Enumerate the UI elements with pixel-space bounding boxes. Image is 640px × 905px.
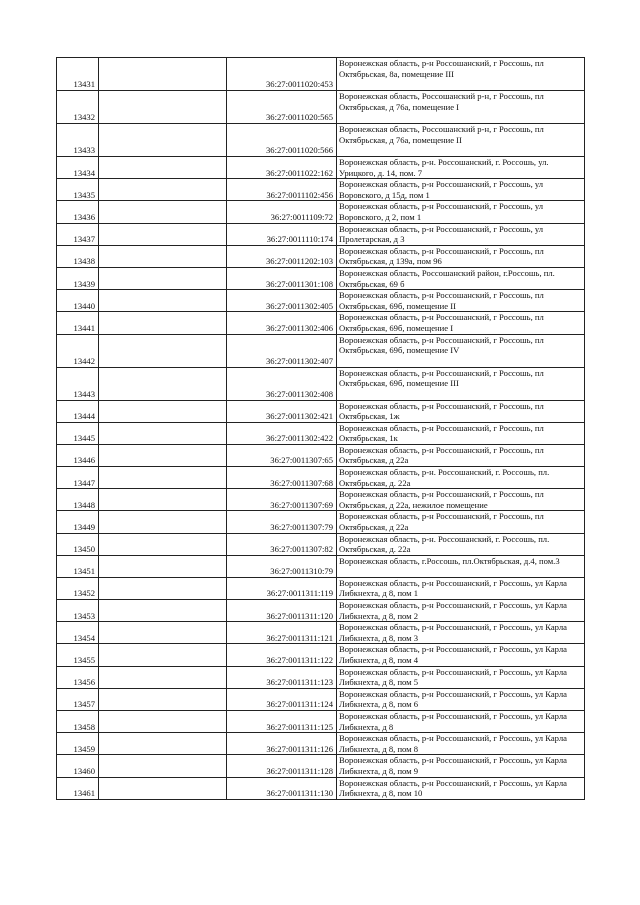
row-number-cell: 13443 <box>57 367 99 400</box>
empty-cell <box>99 511 227 533</box>
cadastral-number-cell: 36:27:0011307:68 <box>227 467 337 489</box>
address-cell: Воронежская область, р-н Россошанский, г Россошь, ул Карла Либкнехта, д 8, пом 5 <box>337 666 585 688</box>
address-cell: Воронежская область, р-н. Россошанский, г. Россошь, пл. Октябрьская, д. 22а <box>337 533 585 555</box>
address-cell: Воронежская область, р-н Россошанский, г Россошь, пл Октябрьская, 69б, помещение I <box>337 312 585 334</box>
row-number-cell: 13441 <box>57 312 99 334</box>
empty-cell <box>99 710 227 732</box>
address-cell: Воронежская область, р-н. Россошанский, г. Россошь, ул. Урицкого, д. 14, пом. 7 <box>337 157 585 179</box>
cadastral-number-cell: 36:27:0011307:65 <box>227 444 337 466</box>
row-number-cell: 13455 <box>57 644 99 666</box>
cadastral-number-cell: 36:27:0011307:69 <box>227 489 337 511</box>
address-cell: Воронежская область, р-н Россошанский, г Россошь, ул Карла Либкнехта, д 8, пом 4 <box>337 644 585 666</box>
row-number-cell: 13434 <box>57 157 99 179</box>
address-cell: Воронежская область, р-н Россошанский, г Россошь, ул Карла Либкнехта, д 8, пом 6 <box>337 688 585 710</box>
cadastral-number-cell: 36:27:0011311:128 <box>227 755 337 777</box>
row-number-cell: 13447 <box>57 467 99 489</box>
address-cell: Воронежская область, Россошанский р-н, г Россошь, пл Октябрьская, д 76а, помещение I <box>337 91 585 124</box>
table-row <box>57 124 585 157</box>
row-number-cell: 13438 <box>57 245 99 267</box>
table-row <box>57 622 585 644</box>
empty-cell <box>99 600 227 622</box>
empty-cell <box>99 201 227 223</box>
cadastral-number-cell: 36:27:0011302:405 <box>227 290 337 312</box>
empty-cell <box>99 666 227 688</box>
address-cell: Воронежская область, р-н Россошанский, г Россошь, ул Воровского, д 15д, пом 1 <box>337 179 585 201</box>
cadastral-number-cell: 36:27:0011301:108 <box>227 267 337 289</box>
table-row <box>57 91 585 124</box>
registry-table <box>56 57 585 800</box>
row-number-cell: 13460 <box>57 755 99 777</box>
address-cell: Воронежская область, р-н Россошанский, г Россошь, ул Карла Либкнехта, д 8 <box>337 710 585 732</box>
row-number-cell: 13435 <box>57 179 99 201</box>
empty-cell <box>99 422 227 444</box>
table-row <box>57 58 585 91</box>
table-row <box>57 666 585 688</box>
empty-cell <box>99 157 227 179</box>
table-row <box>57 533 585 555</box>
address-cell: Воронежская область, Россошанский район, г.Россошь, пл. Октябрьская, 69 б <box>337 267 585 289</box>
empty-cell <box>99 179 227 201</box>
cadastral-number-cell: 36:27:0011020:453 <box>227 58 337 91</box>
table-row <box>57 400 585 422</box>
table-row <box>57 367 585 400</box>
address-cell: Воронежская область, р-н Россошанский, г Россошь, пл Октябрьская, 1ж <box>337 400 585 422</box>
address-cell: Воронежская область, р-н Россошанский, г Россошь, пл Октябрьская, 69б, помещение III <box>337 367 585 400</box>
table-row <box>57 201 585 223</box>
empty-cell <box>99 533 227 555</box>
cadastral-number-cell: 36:27:0011302:406 <box>227 312 337 334</box>
row-number-cell: 13459 <box>57 733 99 755</box>
empty-cell <box>99 400 227 422</box>
table-row <box>57 290 585 312</box>
row-number-cell: 13457 <box>57 688 99 710</box>
cadastral-number-cell: 36:27:0011307:79 <box>227 511 337 533</box>
table-row <box>57 511 585 533</box>
address-cell: Воронежская область, р-н. Россошанский, г. Россошь, пл. Октябрьская, д. 22а <box>337 467 585 489</box>
table-row <box>57 245 585 267</box>
table-row <box>57 223 585 245</box>
cadastral-number-cell: 36:27:0011302:407 <box>227 334 337 367</box>
row-number-cell: 13444 <box>57 400 99 422</box>
row-number-cell: 13456 <box>57 666 99 688</box>
row-number-cell: 13451 <box>57 555 99 577</box>
table-row <box>57 755 585 777</box>
address-cell: Воронежская область, р-н Россошанский, г Россошь, пл Октябрьская, 69б, помещение II <box>337 290 585 312</box>
cadastral-number-cell: 36:27:0011310:79 <box>227 555 337 577</box>
empty-cell <box>99 622 227 644</box>
empty-cell <box>99 777 227 799</box>
table-row <box>57 334 585 367</box>
row-number-cell: 13432 <box>57 91 99 124</box>
address-cell: Воронежская область, г.Россошь, пл.Октябрьская, д.4, пом.3 <box>337 555 585 577</box>
cadastral-number-cell: 36:27:0011020:565 <box>227 91 337 124</box>
address-cell: Воронежская область, р-н Россошанский, г Россошь, ул Пролетарская, д 3 <box>337 223 585 245</box>
cadastral-number-cell: 36:27:0011302:421 <box>227 400 337 422</box>
cadastral-number-cell: 36:27:0011311:122 <box>227 644 337 666</box>
address-cell: Воронежская область, р-н Россошанский, г Россошь, ул Карла Либкнехта, д 8, пом 1 <box>337 577 585 599</box>
empty-cell <box>99 688 227 710</box>
row-number-cell: 13442 <box>57 334 99 367</box>
empty-cell <box>99 58 227 91</box>
empty-cell <box>99 577 227 599</box>
empty-cell <box>99 312 227 334</box>
row-number-cell: 13449 <box>57 511 99 533</box>
empty-cell <box>99 267 227 289</box>
empty-cell <box>99 91 227 124</box>
row-number-cell: 13437 <box>57 223 99 245</box>
row-number-cell: 13433 <box>57 124 99 157</box>
address-cell: Воронежская область, р-н Россошанский, г Россошь, ул Карла Либкнехта, д 8, пом 3 <box>337 622 585 644</box>
table-row <box>57 467 585 489</box>
cadastral-number-cell: 36:27:0011302:408 <box>227 367 337 400</box>
empty-cell <box>99 245 227 267</box>
empty-cell <box>99 124 227 157</box>
address-cell: Воронежская область, р-н Россошанский, г Россошь, ул Карла Либкнехта, д 8, пом 10 <box>337 777 585 799</box>
cadastral-number-cell: 36:27:0011022:162 <box>227 157 337 179</box>
row-number-cell: 13448 <box>57 489 99 511</box>
row-number-cell: 13452 <box>57 577 99 599</box>
table-row <box>57 644 585 666</box>
row-number-cell: 13461 <box>57 777 99 799</box>
address-cell: Воронежская область, р-н Россошанский, г Россошь, пл Октябрьская, д 139а, пом 96 <box>337 245 585 267</box>
address-cell: Воронежская область, р-н Россошанский, г Россошь, пл Октябрьская, д 22а, нежилое помещение <box>337 489 585 511</box>
table-row <box>57 555 585 577</box>
row-number-cell: 13446 <box>57 444 99 466</box>
table-row <box>57 710 585 732</box>
address-cell: Воронежская область, р-н Россошанский, г Россошь, пл Октябрьская, 69б, помещение IV <box>337 334 585 367</box>
cadastral-number-cell: 36:27:0011202:103 <box>227 245 337 267</box>
address-cell: Воронежская область, р-н Россошанский, г Россошь, ул Карла Либкнехта, д 8, пом 8 <box>337 733 585 755</box>
cadastral-number-cell: 36:27:0011020:566 <box>227 124 337 157</box>
address-cell: Воронежская область, р-н Россошанский, г Россошь, ул Карла Либкнехта, д 8, пом 2 <box>337 600 585 622</box>
empty-cell <box>99 223 227 245</box>
empty-cell <box>99 489 227 511</box>
registry-table-body <box>57 58 585 800</box>
cadastral-number-cell: 36:27:0011311:130 <box>227 777 337 799</box>
row-number-cell: 13439 <box>57 267 99 289</box>
table-row <box>57 267 585 289</box>
row-number-cell: 13453 <box>57 600 99 622</box>
row-number-cell: 13436 <box>57 201 99 223</box>
table-row <box>57 577 585 599</box>
empty-cell <box>99 334 227 367</box>
cadastral-number-cell: 36:27:0011302:422 <box>227 422 337 444</box>
table-row <box>57 444 585 466</box>
address-cell: Воронежская область, р-н Россошанский, г Россошь, ул Карла Либкнехта, д 8, пом 9 <box>337 755 585 777</box>
cadastral-number-cell: 36:27:0011307:82 <box>227 533 337 555</box>
table-row <box>57 312 585 334</box>
table-row <box>57 179 585 201</box>
row-number-cell: 13458 <box>57 710 99 732</box>
address-cell: Воронежская область, р-н Россошанский, г Россошь, пл Октябрьская, 1к <box>337 422 585 444</box>
cadastral-number-cell: 36:27:0011311:121 <box>227 622 337 644</box>
address-cell: Воронежская область, Россошанский р-н, г Россошь, пл Октябрьская, д 76а, помещение II <box>337 124 585 157</box>
empty-cell <box>99 755 227 777</box>
cadastral-number-cell: 36:27:0011311:125 <box>227 710 337 732</box>
cadastral-number-cell: 36:27:0011102:456 <box>227 179 337 201</box>
row-number-cell: 13445 <box>57 422 99 444</box>
table-row <box>57 600 585 622</box>
empty-cell <box>99 467 227 489</box>
address-cell: Воронежская область, р-н Россошанский, г Россошь, пл Октябрьская, д 22а <box>337 444 585 466</box>
row-number-cell: 13440 <box>57 290 99 312</box>
cadastral-number-cell: 36:27:0011311:123 <box>227 666 337 688</box>
empty-cell <box>99 367 227 400</box>
empty-cell <box>99 644 227 666</box>
address-cell: Воронежская область, р-н Россошанский, г Россошь, пл Октябрьская, 8а, помещение III <box>337 58 585 91</box>
row-number-cell: 13450 <box>57 533 99 555</box>
table-row <box>57 489 585 511</box>
cadastral-number-cell: 36:27:0011311:119 <box>227 577 337 599</box>
table-row <box>57 777 585 799</box>
table-row <box>57 733 585 755</box>
address-cell: Воронежская область, р-н Россошанский, г Россошь, ул Воровского, д 2, пом 1 <box>337 201 585 223</box>
empty-cell <box>99 555 227 577</box>
address-cell: Воронежская область, р-н Россошанский, г Россошь, пл Октябрьская, д 22а <box>337 511 585 533</box>
table-row <box>57 422 585 444</box>
empty-cell <box>99 733 227 755</box>
row-number-cell: 13431 <box>57 58 99 91</box>
cadastral-number-cell: 36:27:0011311:120 <box>227 600 337 622</box>
cadastral-number-cell: 36:27:0011311:126 <box>227 733 337 755</box>
cadastral-number-cell: 36:27:0011109:72 <box>227 201 337 223</box>
table-row <box>57 157 585 179</box>
cadastral-number-cell: 36:27:0011311:124 <box>227 688 337 710</box>
row-number-cell: 13454 <box>57 622 99 644</box>
table-row <box>57 688 585 710</box>
cadastral-number-cell: 36:27:0011110:174 <box>227 223 337 245</box>
empty-cell <box>99 444 227 466</box>
empty-cell <box>99 290 227 312</box>
